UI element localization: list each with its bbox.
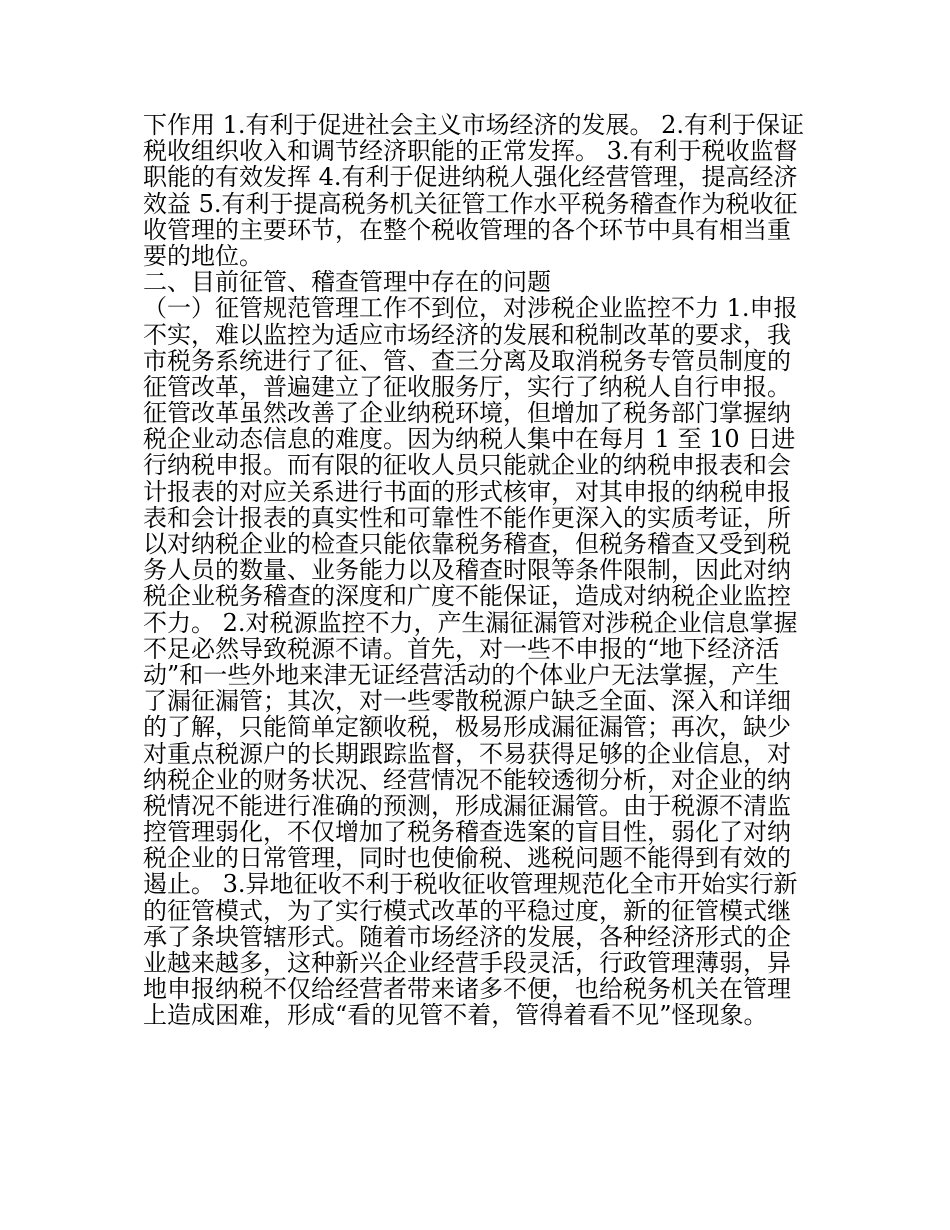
text-line: 税企业动态信息的难度。因为纳税人集中在每月 1 至 10 日进 (143, 426, 796, 453)
text-line: 不力。 2.对税源监控不力，产生漏征漏管对涉税企业信息掌握 (143, 609, 798, 636)
text-line: 不足必然导致税源不请。首先，对一些不申报的“地下经济活 (143, 635, 780, 662)
text-line: 行纳税申报。而有限的征收人员只能就企业的纳税申报表和会 (143, 452, 791, 479)
text-line: 征管改革虽然改善了企业纳税环境，但增加了税务部门掌握纳 (143, 400, 791, 427)
text-line: 征管改革，普遍建立了征收服务厅，实行了纳税人自行申报。 (143, 373, 791, 401)
text-line: 动”和一些外地来津无证经营活动的个体业户无法掌握，产生 (143, 661, 780, 689)
text-line: 的了解，只能简单定额收税，极易形成漏征漏管；再次，缺少 (143, 714, 791, 741)
body-text (143, 112, 823, 1029)
text-line: 控管理弱化，不仅增加了税务稽查选案的盲目性，弱化了对纳 (143, 819, 791, 846)
text-line: 下作用 1.有利于促进社会主义市场经济的发展。 2.有利于保证 (143, 112, 805, 139)
text-line: （一）征管规范管理工作不到位，对涉税企业监控不力 1.申报 (143, 295, 798, 322)
text-line: 税收组织收入和调节经济职能的正常发挥。 3.有利于税收监督 (143, 138, 798, 165)
text-line: 遏止。 3.异地征收不利于税收征收管理规范化全市开始实行新 (143, 871, 798, 898)
text-line: 上造成困难，形成“看的见管不着，管得着看不见”怪现象。 (143, 1002, 768, 1029)
text-line: 纳税企业的财务状况、经营情况不能较透彻分析，对企业的纳 (143, 766, 791, 793)
text-line: 以对纳税企业的检查只能依靠税务稽查，但税务稽查又受到税 (143, 531, 791, 558)
text-line: 务人员的数量、业务能力以及稽查时限等条件限制，因此对纳 (143, 557, 791, 584)
text-line: 市税务系统进行了征、管、查三分离及取消税务专管员制度的 (143, 347, 791, 374)
text-line: 业越来越多，这种新兴企业经营手段灵活，行政管理薄弱，异 (143, 950, 791, 977)
text-line: 了漏征漏管；其次，对一些零散税源户缺乏全面、深入和详细 (143, 688, 791, 715)
text-line: 税情况不能进行准确的预测，形成漏征漏管。由于税源不清监 (143, 792, 791, 820)
text-line: 要的地位。 (143, 242, 263, 270)
text-line: 职能的有效发挥 4.有利于促进纳税人强化经营管理，提高经济 (143, 164, 798, 191)
text-line: 的征管模式，为了实行模式改革的平稳过度，新的征管模式继 (143, 897, 791, 924)
text-line: 地申报纳税不仅给经营者带来诸多不便，也给税务机关在管理 (143, 976, 791, 1003)
text-line: 表和会计报表的真实性和可靠性不能作更深入的实质考证，所 (143, 504, 791, 531)
text-line: 收管理的主要环节，在整个税收管理的各个环节中具有相当重 (143, 216, 791, 243)
text-line: 效益 5.有利于提高税务机关征管工作水平税务稽查作为税收征 (143, 190, 798, 217)
text-line: 计报表的对应关系进行书面的形式核审，对其申报的纳税申报 (143, 478, 791, 505)
text-line: 二、目前征管、稽查管理中存在的问题 (143, 269, 551, 296)
text-line: 承了条块管辖形式。随着市场经济的发展，各种经济形式的企 (143, 923, 791, 950)
text-line: 税企业的日常管理，同时也使偷税、逃税问题不能得到有效的 (143, 845, 791, 872)
text-line: 对重点税源户的长期跟踪监督，不易获得足够的企业信息，对 (143, 740, 791, 767)
text-line: 税企业税务稽查的深度和广度不能保证，造成对纳税企业监控 (143, 583, 791, 610)
text-line: 不实，难以监控为适应市场经济的发展和税制改革的要求，我 (143, 321, 791, 348)
